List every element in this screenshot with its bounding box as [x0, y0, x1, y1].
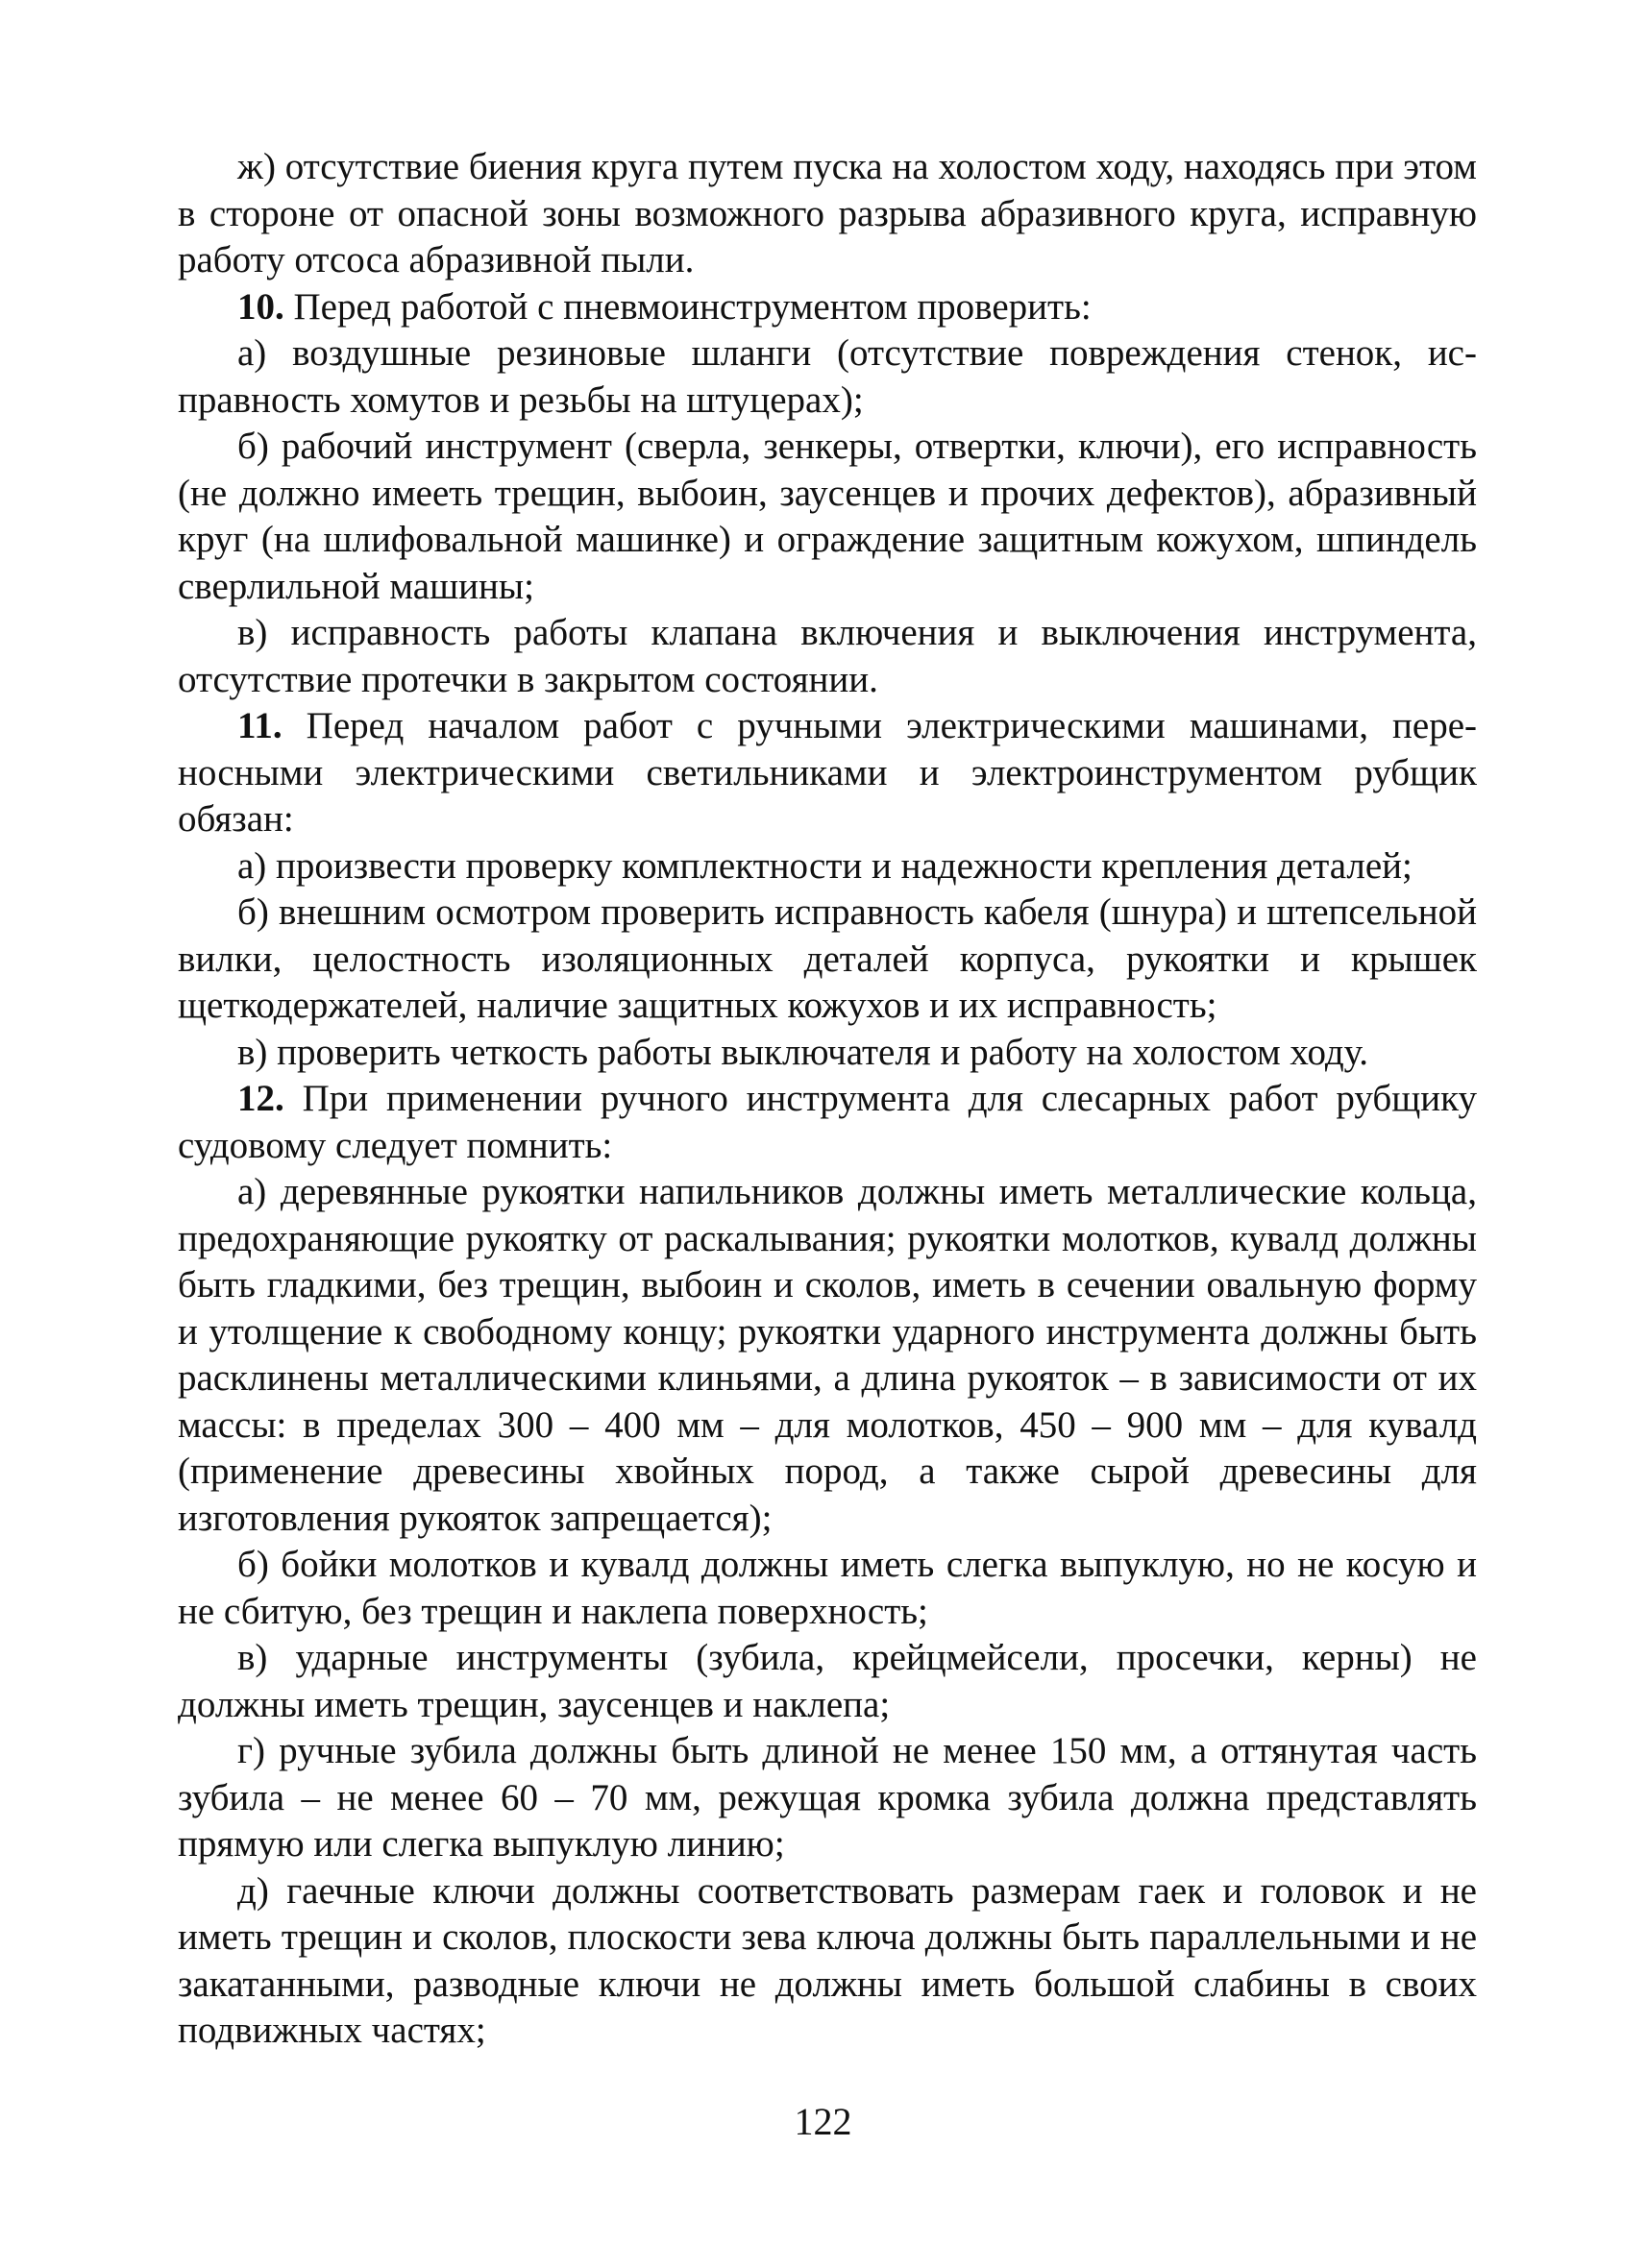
- page-number: 122: [794, 2100, 852, 2143]
- paragraph-10b: [178, 424, 1477, 610]
- paragraph-text: в) проверить четкость работы выключателя и работу на холостом ходу.: [237, 1031, 1369, 1073]
- paragraph-10: [178, 284, 1477, 331]
- body-text: [178, 144, 1477, 2055]
- paragraph-number: 11.: [237, 705, 283, 746]
- paragraph-text: При применении ручного инструмента для слесарных работ рубщику судовому следует помнить:: [178, 1078, 1477, 1166]
- paragraph-12: [178, 1076, 1477, 1169]
- paragraph-text: а) деревянные рукоятки напильников должны иметь металлические кольца, предохраняющие рукоятку от раскалывания; рукоятки молотков, кувалд должны быть гладкими, без трещин, выбоин и сколов, иметь в сечении овальную форму и утолщение к свободному концу; рукоятки ударного инструмента должны быть расклинены металлическими клиньями, а длина рукояток – в зависимости от их массы: в пределах 300 – 400 мм – для молотков, 450 – 900 мм – для кувалд (применение древесины хвойных пород, а также сырой древесины для изготовления рукояток запрещается);: [178, 1171, 1477, 1539]
- paragraph-zh: [178, 144, 1477, 284]
- paragraph-11v: [178, 1030, 1477, 1077]
- paragraph-12a: [178, 1169, 1477, 1542]
- paragraph-text: Перед работой с пневмоинструментом проверить:: [283, 285, 1092, 328]
- paragraph-text: а) воздушные резиновые шланги (отсутствие повреждения стенок, исправность хомутов и резьбы на штуцерах);: [178, 332, 1477, 421]
- paragraph-text: а) произвести проверку комплектности и надежности крепления деталей;: [237, 844, 1413, 887]
- paragraph-text: б) бойки молотков и кувалд должны иметь слегка выпуклую, но не косую и не сбитую, без трещин и наклепа поверхность;: [178, 1544, 1477, 1632]
- paragraph-12v: [178, 1635, 1477, 1728]
- paragraph-12d: [178, 1868, 1477, 2055]
- paragraph-text: в) ударные инструменты (зубила, крейцмейсели, просечки, керны) не должны иметь трещин, заусенцев и наклепа;: [178, 1637, 1477, 1725]
- paragraph-text: г) ручные зубила должны быть длиной не менее 150 мм, а оттянутая часть зубила – не менее 60 – 70 мм, режущая кромка зубила должна представлять прямую или слегка выпуклую линию;: [178, 1730, 1477, 1865]
- paragraph-12g: [178, 1728, 1477, 1868]
- paragraph-11a: [178, 843, 1477, 890]
- paragraph-text: Перед началом работ с ручными электрическими машинами, переносными электрическими светильниками и электроинструментом рубщик обязан:: [178, 705, 1477, 840]
- paragraph-text: в) исправность работы клапана включения и выключения инструмента, отсутствие протечки в закрытом состоянии.: [178, 612, 1477, 700]
- paragraph-12b: [178, 1542, 1477, 1635]
- paragraph-text: б) рабочий инструмент (сверла, зенкеры, отвертки, ключи), его исправность (не должно имееть трещин, выбоин, заусенцев и прочих дефектов), абразивный круг (на шлифовальной машинке) и ограждение защитным кожухом, шпиндель сверлильной машины;: [178, 426, 1477, 607]
- paragraph-10v: [178, 610, 1477, 703]
- paragraph-number: 12.: [237, 1078, 284, 1119]
- paragraph-text: б) внешним осмотром проверить исправность кабеля (шнура) и штепсельной вилки, целостность изоляционных деталей корпуса, рукоятки и крышек щеткодержателей, наличие защитных кожухов и их исправность;: [178, 891, 1477, 1026]
- paragraph-number: 10.: [237, 285, 284, 328]
- paragraph-text: ж) отсутствие биения круга путем пуска на холостом ходу, находясь при этом в стороне от опасной зоны возможного разрыва абразивного круга, исправную работу отсоса абразивной пыли.: [178, 146, 1477, 280]
- paragraph-11b: [178, 890, 1477, 1030]
- paragraph-10a: [178, 330, 1477, 424]
- paragraph-11: [178, 703, 1477, 843]
- paragraph-text: д) гаечные ключи должны соответствовать размерам гаек и головок и не иметь трещин и сколов, плоскости зева ключа должны быть параллельными и не закатанными, разводные ключи не должны иметь большой слабины в своих подвижных частях;: [178, 1869, 1477, 2051]
